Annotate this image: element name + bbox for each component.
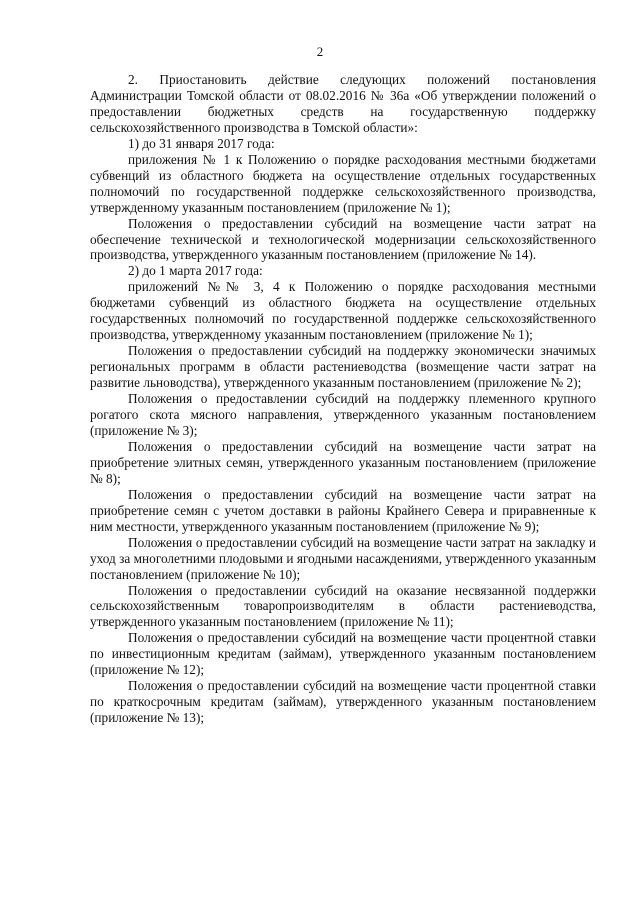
paragraph-annex-1-appendix-1: приложения № 1 к Положению о порядке расходования местными бюджетами субвенций из областного бюджета на осуществление отдельных государственных полномочий по государственной поддержке сельскохозяйственного производства, утвержденному указанным постановлением (приложение № 1); xyxy=(90,151,596,215)
paragraph-annex-13: Положения о предоставлении субсидий на возмещение части процентной ставки по краткосрочным кредитам (займам), утвержденного указанным постановлением (приложение № 13); xyxy=(90,678,596,726)
page-number: 2 xyxy=(316,44,324,59)
paragraph-annex-2: Положения о предоставлении субсидий на поддержку экономически значимых региональных программ в области растениеводства (возмещение части затрат на развитие льноводства), утвержденного указанным постановлением (приложение № 2); xyxy=(90,343,596,391)
paragraph-deadline-march: 2) до 1 марта 2017 года: xyxy=(128,263,263,279)
paragraph-annex-8: Положения о предоставлении субсидий на возмещение части затрат на приобретение элитных семян, утвержденного указанным постановлением (приложение № 8); xyxy=(90,438,596,486)
document-body xyxy=(90,72,596,726)
paragraph-annex-11: Положения о предоставлении субсидий на оказание несвязанной поддержки сельскохозяйственным товаропроизводителям в области растениеводства, утвержденного указанным постановлением (приложение № 11); xyxy=(90,582,596,630)
paragraph-annex-10: Положения о предоставлении субсидий на возмещение части затрат на закладку и уход за многолетними плодовыми и ягодными насаждениями, утвержденного указанным постановлением (приложение № 10); xyxy=(90,534,596,582)
paragraph-annex-9: Положения о предоставлении субсидий на возмещение части затрат на приобретение семян с учетом доставки в районы Крайнего Севера и приравненные к ним местности, утвержденного указанным постановлением (приложение № 9); xyxy=(90,486,596,534)
paragraph-annex-1-appendices-3-4: приложений №№ 3, 4 к Положению о порядке расходования местными бюджетами субвенций из областного бюджета на осуществление отдельных государственных полномочий по государственной поддержке сельскохозяйственного производства, утвержденному указанным постановлением (приложение № 1); xyxy=(90,279,596,343)
paragraph-annex-14: Положения о предоставлении субсидий на возмещение части затрат на обеспечение технической и технологической модернизации сельскохозяйственного производства, утвержденного указанным постановлением (приложение № 14). xyxy=(90,215,596,263)
paragraph-annex-12: Положения о предоставлении субсидий на возмещение части процентной ставки по инвестиционным кредитам (займам), утвержденного указанным постановлением (приложение № 12); xyxy=(90,630,596,678)
paragraph-deadline-january: 1) до 31 января 2017 года: xyxy=(128,135,275,151)
paragraph-annex-3: Положения о предоставлении субсидий на поддержку племенного крупного рогатого скота мясного направления, утвержденного указанным постановлением (приложение № 3); xyxy=(90,391,596,438)
paragraph-suspend-provisions: 2. Приостановить действие следующих положений постановления Администрации Томской области от 08.02.2016 № 36а «Об утверждении положений о предоставлении бюджетных средств на государственную поддержку сельскохозяйственного производства в Томской области»: xyxy=(90,72,596,135)
